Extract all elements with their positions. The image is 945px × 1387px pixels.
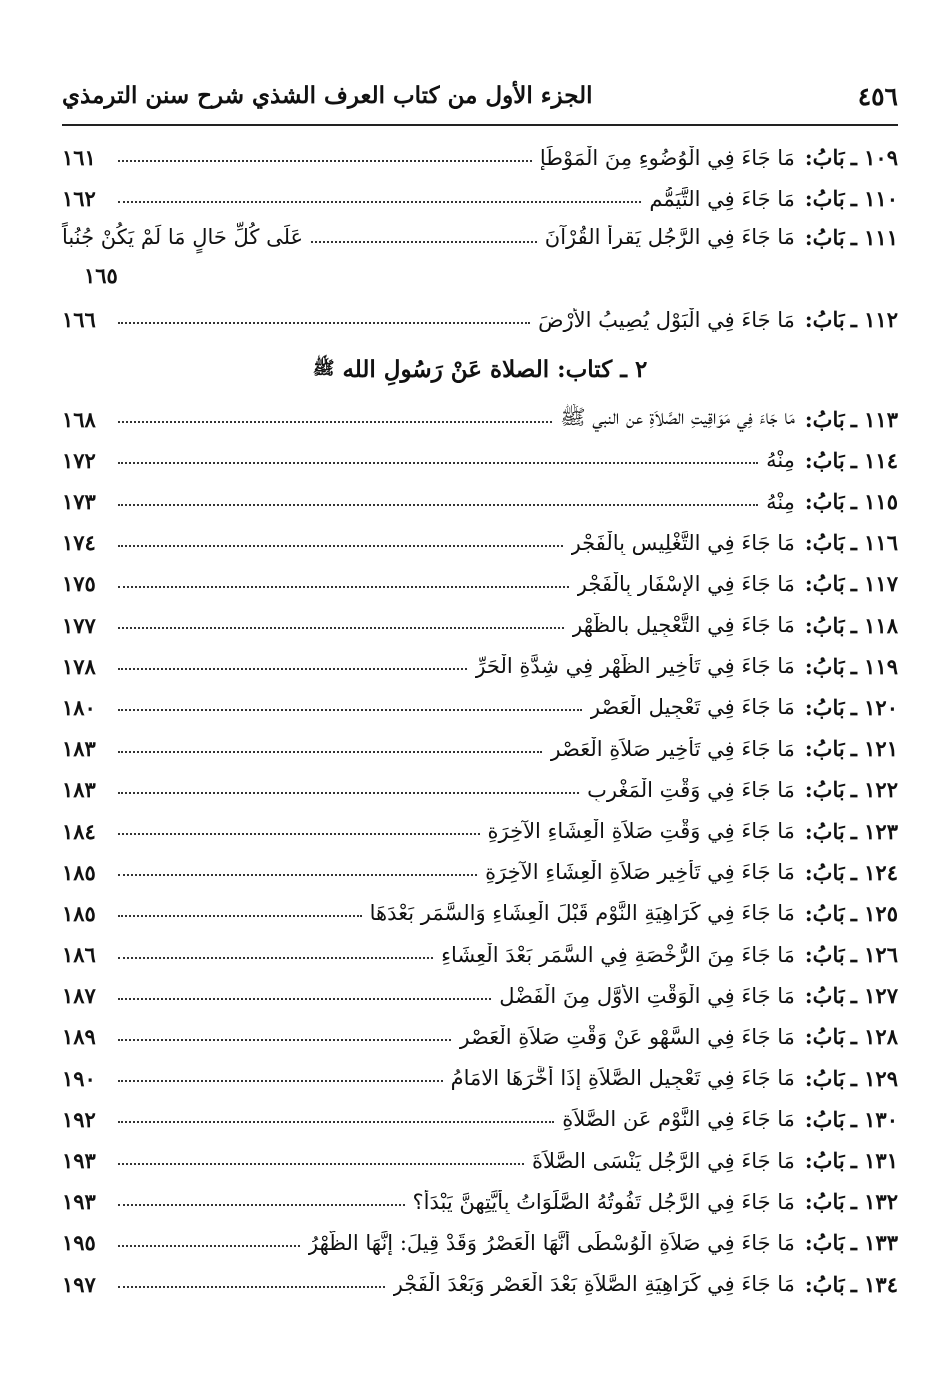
entry-number: ١٢٩ ـ bbox=[850, 1065, 898, 1091]
entry-page: ١٧٨ bbox=[62, 653, 96, 679]
entry-page: ١٩٢ bbox=[62, 1106, 96, 1132]
dot-leader bbox=[118, 874, 477, 876]
bab-label: بَابُ: bbox=[804, 1148, 845, 1174]
entry-title: مَا جَاءَ فِي وَقْتِ صَلاَةِ الْعِشَاءِ الآخِرَةِ bbox=[487, 819, 795, 844]
entry-title: مِنْهُ bbox=[766, 448, 795, 473]
kitab-heading bbox=[62, 341, 898, 399]
entry-number: ١١١ ـ bbox=[850, 225, 898, 251]
entry-title: مَا جَاءَ فِي التَّغْلِيسِ بِالْفَجْرِ bbox=[570, 530, 795, 555]
entry-page: ١٩٣ bbox=[62, 1148, 96, 1174]
entry-page: ١٦٢ bbox=[62, 186, 96, 212]
dot-leader bbox=[118, 998, 491, 1000]
entry-page: ١٩٧ bbox=[62, 1271, 96, 1297]
entry-number: ١٢١ ـ bbox=[850, 736, 898, 762]
toc-entry bbox=[62, 852, 898, 893]
entry-page: ١٨٣ bbox=[62, 736, 96, 762]
toc-entry bbox=[62, 1016, 898, 1057]
toc-entry bbox=[62, 1222, 898, 1263]
entry-number: ١١٣ ـ bbox=[850, 406, 898, 432]
entry-number: ١١٠ ـ bbox=[850, 186, 898, 212]
bab-label: بَابُ: bbox=[804, 1106, 845, 1132]
entry-page: ١٨٤ bbox=[62, 818, 96, 844]
entry-page: ١٨٦ bbox=[62, 942, 96, 968]
dot-leader bbox=[118, 1039, 451, 1041]
entry-title: مَا جَاءَ فِي النَّوْمِ عَنِ الصَّلاَةِ bbox=[562, 1107, 795, 1132]
entry-title: مَا جَاءَ فِي الْوَقْتِ الأَوَّلِ مِنَ الْفَضْلِ bbox=[499, 983, 795, 1008]
toc-entry bbox=[62, 934, 898, 975]
entry-number: ١٢٧ ـ bbox=[850, 983, 898, 1009]
dot-leader bbox=[118, 668, 467, 670]
entry-number: ١٢٠ ـ bbox=[850, 694, 898, 720]
toc-entry bbox=[62, 605, 898, 646]
entry-number: ١٣٢ ـ bbox=[850, 1189, 898, 1215]
dot-leader bbox=[118, 504, 758, 506]
dot-leader bbox=[118, 709, 582, 711]
entry-page: ١٨٧ bbox=[62, 983, 96, 1009]
dot-leader bbox=[118, 957, 433, 959]
bab-label: بَابُ: bbox=[804, 653, 845, 679]
dot-leader bbox=[118, 201, 641, 203]
entry-title: مَا جَاءَ فِي وَقْتِ الْمَغْرِبِ bbox=[587, 777, 795, 802]
bab-label: بَابُ: bbox=[804, 777, 845, 803]
bab-label: بَابُ: bbox=[804, 307, 845, 333]
running-title: الجزء الأول من كتاب العرف الشذي شرح سنن الترمذي bbox=[62, 82, 593, 109]
entry-number: ١٣٠ ـ bbox=[850, 1106, 898, 1132]
entry-title: مَا جَاءَ فِي تَأْخِيرِ الظُّهْرِ فِي شِدَّةِ الْحَرِّ bbox=[475, 654, 795, 679]
kitab-title: ٢ ـ كتاب: الصلاة عَنْ رَسُولِ الله bbox=[342, 356, 648, 384]
entry-page: ١٨٣ bbox=[62, 777, 96, 803]
dot-leader bbox=[118, 322, 530, 324]
entry-title: مَا جَاءَ فِي التَّيَمُّمِ bbox=[649, 186, 795, 211]
dot-leader bbox=[118, 421, 552, 423]
bab-label: بَابُ: bbox=[804, 225, 845, 251]
entry-title: مَا جَاءَ فِي كَرَاهِيَةِ الصَّلاَةِ بَعْدَ الْعَصْرِ وَبَعْدَ الْفَجْرِ bbox=[392, 1272, 795, 1297]
entry-number: ١٠٩ ـ bbox=[850, 145, 898, 171]
toc-entry bbox=[62, 440, 898, 481]
entry-page: ١٦١ bbox=[62, 145, 96, 171]
entry-number: ١١٦ ـ bbox=[850, 530, 898, 556]
bab-label: بَابُ: bbox=[804, 145, 845, 171]
entry-number: ١١٢ ـ bbox=[850, 307, 898, 333]
entry-page: ١٨٠ bbox=[62, 694, 96, 720]
toc-entry-109 bbox=[62, 137, 898, 178]
bab-label: بَابُ: bbox=[804, 1024, 845, 1050]
dot-leader bbox=[118, 751, 542, 753]
bab-label: بَابُ: bbox=[804, 859, 845, 885]
entry-number: ١١٧ ـ bbox=[850, 571, 898, 597]
entry-title: مِنْهُ bbox=[766, 489, 795, 514]
toc-entry bbox=[62, 1181, 898, 1222]
entry-number: ١٢٥ ـ bbox=[850, 900, 898, 926]
bab-label: بَابُ: bbox=[804, 1065, 845, 1091]
entry-number: ١٣٣ ـ bbox=[850, 1230, 898, 1256]
entry-number: ١١٥ ـ bbox=[850, 489, 898, 515]
toc-entry bbox=[62, 687, 898, 728]
entry-title: مَا جَاءَ فِي الإِسْفَارِ بِالْفَجْرِ bbox=[576, 571, 795, 596]
entry-title: مَا جَاءَ مِنَ الرُّخْصَةِ فِي السَّمَرِ بَعْدَ الْعِشَاءِ bbox=[441, 942, 795, 967]
dot-leader bbox=[311, 241, 537, 243]
entry-title: مَا جَاءَ فِي تَأْخِيرِ صَلاَةِ الْعَصْرِ bbox=[550, 736, 795, 761]
bab-label: بَابُ: bbox=[804, 1271, 845, 1297]
dot-leader bbox=[118, 915, 362, 917]
bab-label: بَابُ: bbox=[804, 694, 845, 720]
toc-entry bbox=[62, 769, 898, 810]
dot-leader bbox=[118, 1245, 300, 1247]
dot-leader bbox=[118, 833, 480, 835]
dot-leader bbox=[118, 1080, 443, 1082]
bab-label: بَابُ: bbox=[804, 736, 845, 762]
toc-entry bbox=[62, 1140, 898, 1181]
entry-number: ١٢٤ ـ bbox=[850, 859, 898, 885]
dot-leader bbox=[118, 462, 758, 464]
entry-title: مَا جَاءَ فِي الرَّجُلِ يَنْسَى الصَّلاَةَ bbox=[532, 1148, 795, 1173]
entry-page: ١٦٨ bbox=[62, 406, 96, 432]
toc-entry bbox=[62, 728, 898, 769]
toc-entry bbox=[62, 1264, 898, 1305]
entry-page: ١٧٢ bbox=[62, 447, 96, 473]
bab-label: بَابُ: bbox=[804, 530, 845, 556]
bab-label: بَابُ: bbox=[804, 489, 845, 515]
entry-page: ١٩٣ bbox=[62, 1189, 96, 1215]
entry-page: ١٨٩ bbox=[62, 1024, 96, 1050]
toc-entry bbox=[62, 522, 898, 563]
toc-entry-110 bbox=[62, 178, 898, 219]
entry-page: ١٧٥ bbox=[62, 571, 96, 597]
entry-title: مَا جَاءَ فِي التَّعْجِيلِ بالظُّهْرِ bbox=[572, 613, 795, 638]
entry-page: ١٧٤ bbox=[62, 530, 96, 556]
entry-number: ١٢٨ ـ bbox=[850, 1024, 898, 1050]
entry-number: ١٣١ ـ bbox=[850, 1148, 898, 1174]
toc-entry bbox=[62, 893, 898, 934]
entry-page: ١٧٣ bbox=[62, 489, 96, 515]
toc-entry-111 bbox=[62, 219, 898, 299]
entry-page: ١٨٥ bbox=[62, 900, 96, 926]
dot-leader bbox=[118, 1204, 405, 1206]
bab-label: بَابُ: bbox=[804, 1230, 845, 1256]
entry-page: ١٨٥ bbox=[62, 859, 96, 885]
entry-number: ١١٤ ـ bbox=[850, 447, 898, 473]
table-of-contents bbox=[62, 137, 898, 1305]
entry-title: مَا جَاءَ فِي صَلاَةِ الْوُسْطَى أَنَّهَا الْعَصْرُ وَقَدْ قِيلَ: إِنَّهَا الظُّهْرُ bbox=[307, 1230, 795, 1255]
entry-page: ١٧٧ bbox=[62, 612, 96, 638]
bab-label: بَابُ: bbox=[804, 406, 845, 432]
bab-label: بَابُ: bbox=[804, 942, 845, 968]
entry-title: مَا جَاءَ فِي تَعْجِيلِ الْعَصْرِ bbox=[589, 695, 795, 720]
bab-label: بَابُ: bbox=[804, 186, 845, 212]
bab-label: بَابُ: bbox=[804, 447, 845, 473]
entry-title: مَا جَاءَ فِي الْبَوْلِ يُصِيبُ الأَرْضَ bbox=[538, 307, 795, 332]
bab-label: بَابُ: bbox=[804, 612, 845, 638]
toc-entry-112 bbox=[62, 299, 898, 340]
entry-number: ١٢٣ ـ bbox=[850, 818, 898, 844]
dot-leader bbox=[118, 627, 564, 629]
bab-label: بَابُ: bbox=[804, 571, 845, 597]
entry-title: مَا جَاءَ فِي مَوَاقِيتِ الصَّلاَةِ عن النبي ﷺ bbox=[560, 404, 795, 429]
dot-leader bbox=[118, 160, 532, 162]
dot-leader bbox=[118, 545, 563, 547]
honorific-glyph: ﷺ bbox=[312, 357, 335, 379]
toc-entry bbox=[62, 646, 898, 687]
toc-entry bbox=[62, 1058, 898, 1099]
dot-leader bbox=[118, 586, 569, 588]
toc-entry bbox=[62, 975, 898, 1016]
dot-leader bbox=[118, 792, 579, 794]
entry-number: ١١٨ ـ bbox=[850, 612, 898, 638]
page-number: ٤٥٦ bbox=[857, 82, 898, 111]
entry-title: مَا جَاءَ فِي الرَّجُلِ تَفُوتُهُ الصَّلَوَاتُ بِأَيَّتِهِنَّ يَبْدَأُ؟ bbox=[412, 1189, 795, 1214]
entry-title: مَا جَاءَ فِي كَرَاهِيَةِ النَّوْمِ قَبْلَ الْعِشَاءِ وَالسَّمَرِ بَعْدَهَا bbox=[369, 901, 795, 926]
entry-title-continuation: عَلَى كُلِّ حَالٍ مَا لَمْ يَكُنْ جُنُباً bbox=[62, 225, 304, 250]
entry-number: ١٣٤ ـ bbox=[850, 1271, 898, 1297]
toc-entry bbox=[62, 1099, 898, 1140]
entry-title: مَا جَاءَ فِي تَعْجِيلِ الصَّلاَةِ إِذَا أَخَّرَهَا الامَامُ bbox=[450, 1066, 795, 1091]
entry-page: ١٦٥ bbox=[84, 263, 118, 289]
header-rule bbox=[62, 124, 898, 126]
toc-entry bbox=[62, 563, 898, 604]
entry-title: مَا جَاءَ فِي تَأْخِيرِ صَلاَةِ الْعِشَاءِ الآخِرَةِ bbox=[485, 860, 795, 885]
entry-number: ١٢٦ ـ bbox=[850, 942, 898, 968]
bab-label: بَابُ: bbox=[804, 900, 845, 926]
page-header bbox=[62, 78, 898, 118]
entry-title: مَا جَاءَ فِي الْوُضُوءِ مِنَ الْمَوْطَإِ bbox=[539, 145, 795, 170]
entry-title: مَا جَاءَ فِي الرَّجُلِ يَقرأُ القُرْآنَ bbox=[544, 225, 795, 250]
toc-entry bbox=[62, 810, 898, 851]
toc-entry bbox=[62, 481, 898, 522]
bab-label: بَابُ: bbox=[804, 983, 845, 1009]
toc-entries-salat bbox=[62, 399, 898, 1305]
entry-page: ١٩٥ bbox=[62, 1230, 96, 1256]
entry-number: ١٢٢ ـ bbox=[850, 777, 898, 803]
dot-leader bbox=[118, 1163, 524, 1165]
bab-label: بَابُ: bbox=[804, 818, 845, 844]
dot-leader bbox=[118, 1121, 554, 1123]
toc-entry bbox=[62, 399, 898, 440]
bab-label: بَابُ: bbox=[804, 1189, 845, 1215]
entry-number: ١١٩ ـ bbox=[850, 653, 898, 679]
dot-leader bbox=[118, 1286, 385, 1288]
entry-page: ١٦٦ bbox=[62, 307, 96, 333]
entry-title: مَا جَاءَ فِي السَّهْوِ عَنْ وَقْتِ صَلاَةِ الْعَصْرِ bbox=[459, 1024, 795, 1049]
entry-page: ١٩٠ bbox=[62, 1065, 96, 1091]
